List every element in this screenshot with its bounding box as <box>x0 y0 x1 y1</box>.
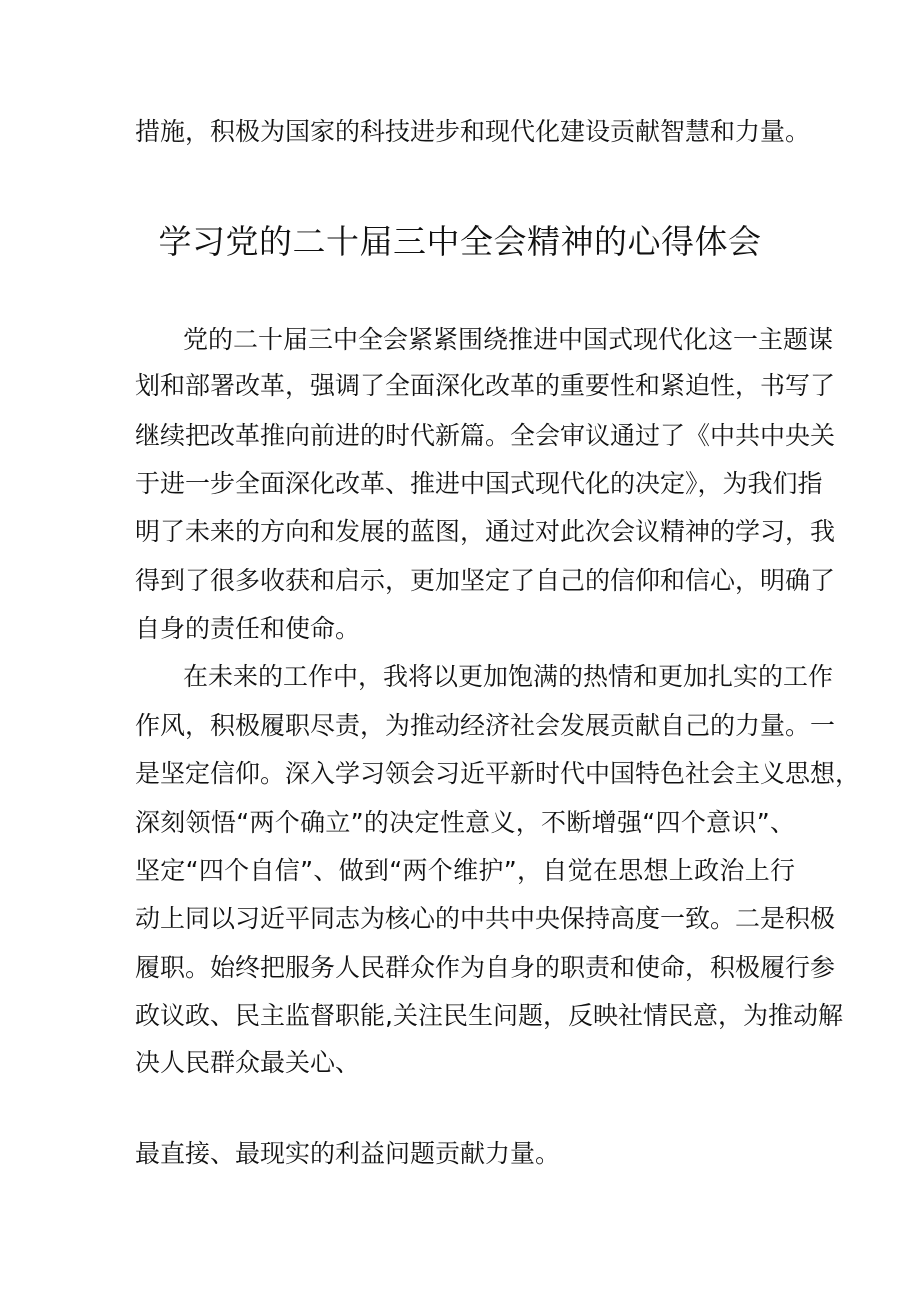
paragraph-2-line: 坚定“四个自信”、做到“两个维护”，自觉在思想上政治上行 <box>135 856 795 885</box>
paragraph-2-line: 决人民群众最关心、 <box>135 1048 361 1077</box>
paragraph-2-line: 在未来的工作中，我将以更加饱满的热情和更加扎实的工作 <box>183 662 834 691</box>
paragraph-1-line: 划和部署改革，强调了全面深化改革的重要性和紧迫性，书写了 <box>135 371 836 400</box>
paragraph-2-line: 作风，积极履职尽责，为推动经济社会发展贡献自己的力量。一 <box>135 711 836 740</box>
paragraph-2-line: 动上同以习近平同志为核心的中共中央保持高度一致。二是积极 <box>135 904 836 933</box>
paragraph-1-line: 自身的责任和使命。 <box>135 614 361 643</box>
paragraph-1-line: 得到了很多收获和启示，更加坚定了自己的信仰和信心，明确了 <box>135 566 836 595</box>
paragraph-2-line: 深刻领悟“两个确立”的决定性意义，不断增强“四个意识”、 <box>135 808 795 837</box>
page-title: 学习党的二十届三中全会精神的心得体会 <box>158 222 762 261</box>
paragraph-1-line: 继续把改革推向前进的时代新篇。全会审议通过了《中共中央关 <box>135 421 836 450</box>
paragraph-2-line: 是坚定信仰。深入学习领会习近平新时代中国特色社会主义思想， <box>135 759 861 788</box>
continuation-line: 最直接、最现实的利益问题贡献力量。 <box>135 1139 561 1168</box>
paragraph-2-line: 政议政、民主监督职能,关注民生问题，反映社情民意，为推动解 <box>135 1001 843 1030</box>
intro-tail-line: 措施，积极为国家的科技进步和现代化建设贡献智慧和力量。 <box>135 117 811 146</box>
paragraph-1-line: 明了未来的方向和发展的蓝图，通过对此次会议精神的学习，我 <box>135 517 836 546</box>
paragraph-1-line: 党的二十届三中全会紧紧围绕推进中国式现代化这一主题谋 <box>183 325 834 354</box>
paragraph-1-line: 于进一步全面深化改革、推进中国式现代化的决定》，为我们指 <box>135 469 823 498</box>
paragraph-2-line: 履职。始终把服务人民群众作为自身的职责和使命，积极履行参 <box>135 953 836 982</box>
